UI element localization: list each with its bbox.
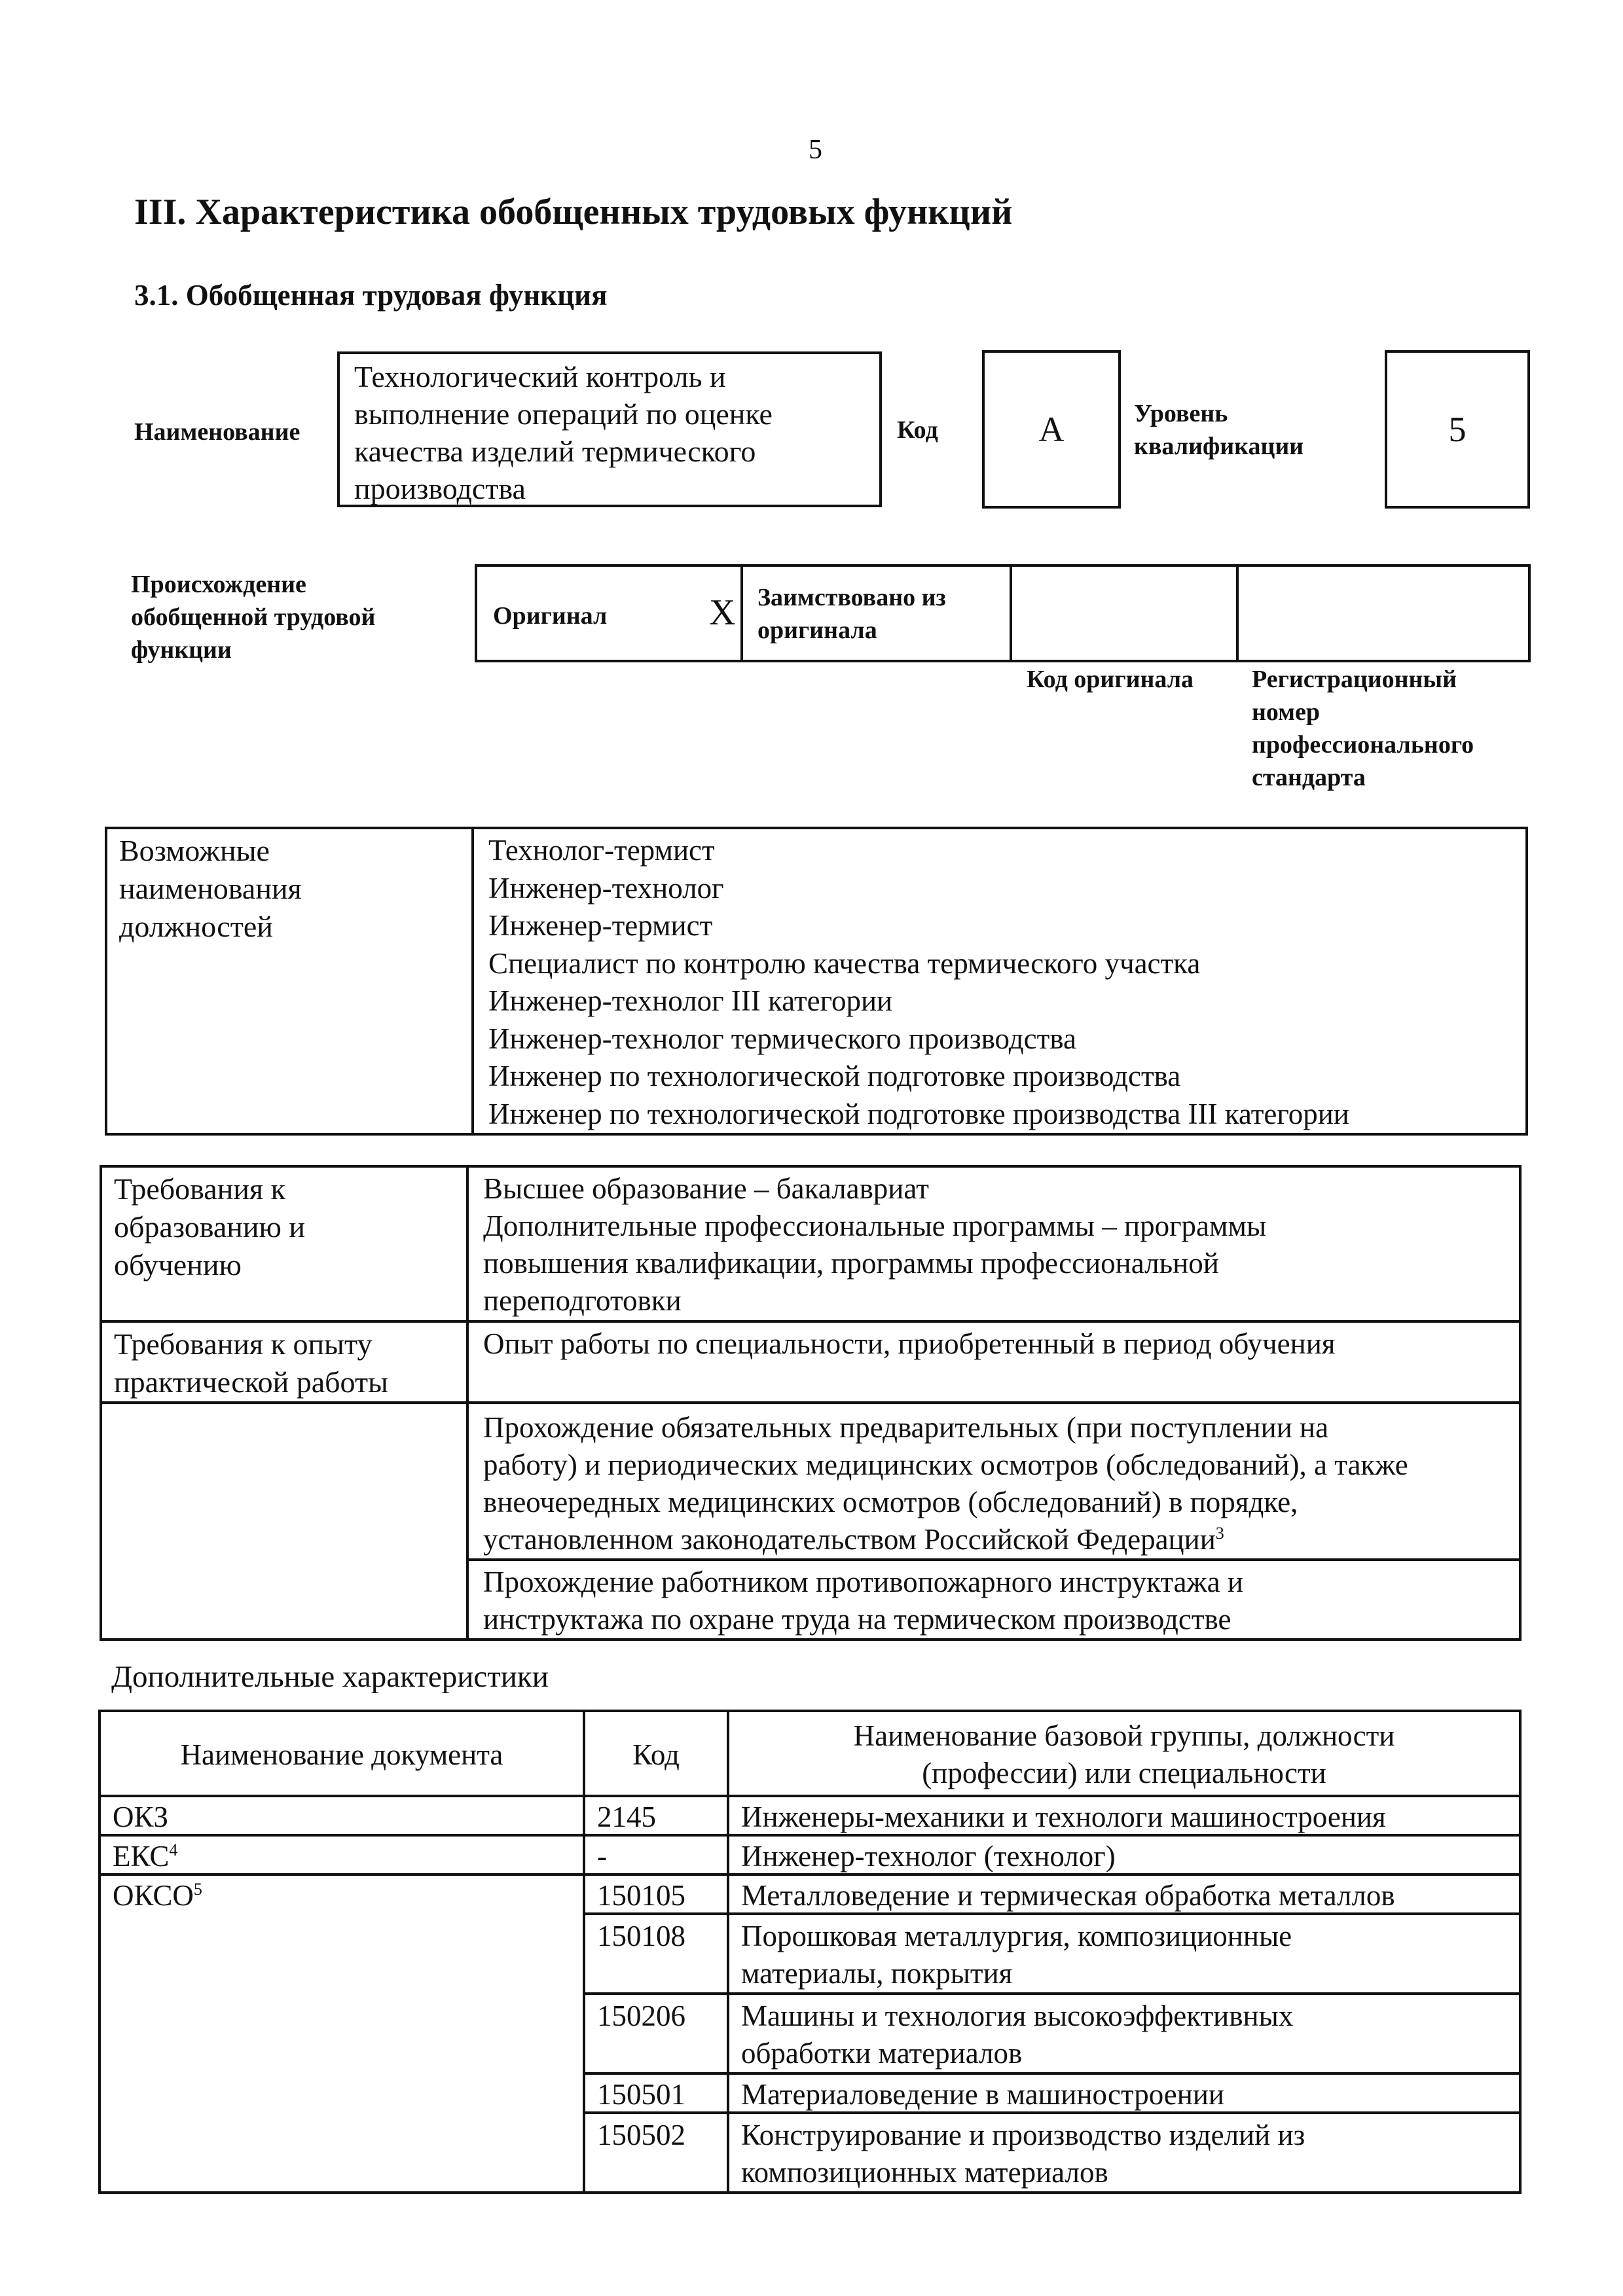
positions-label-cell: Возможные наименования должностей (106, 828, 473, 1134)
list-item: Инженер-технолог термического производства (488, 1022, 1076, 1055)
code-label: Код (897, 416, 938, 444)
origin-original-cell (475, 564, 743, 662)
name-line: качества изделий термического (354, 435, 756, 468)
code-cell: - (584, 1835, 728, 1874)
code-cell: 2145 (584, 1796, 728, 1835)
code-value-box (982, 350, 1121, 509)
doc-cell: ОКСО$^5$ (100, 1874, 584, 2193)
name-cell: Машины и технология высокоэффективных обработки материалов (728, 1994, 1520, 2073)
code-cell: 150108 (584, 1914, 728, 1994)
code-cell: 150501 (584, 2073, 728, 2113)
table-row (100, 1835, 1520, 1874)
education-value-cell: Высшее образование – бакалавриат Дополнительные профессиональные программы – программы повышения квалификации, программы профессиональной переподготовки (467, 1166, 1520, 1321)
doc-cell: ЕКС$^4$ (100, 1835, 584, 1874)
name-cell: Металловедение и термическая обработка металлов (728, 1874, 1520, 1914)
origin-label: Происхождение обобщенной трудовой функции (131, 571, 376, 664)
table-header-row (100, 1711, 1520, 1796)
level-label: Уровень квалификации (1134, 400, 1304, 460)
col-code-header: Код (584, 1711, 728, 1796)
page-number: 5 (809, 135, 822, 165)
table-row (101, 1403, 1520, 1560)
special-value-cell-1: Прохождение обязательных предварительных (при поступлении на работу) и периодических медицинских осмотров (обследований), а также внеочередных медицинских осмотров (обследований) в порядке, установленном законодательством Российской Федерации$^3$ (467, 1403, 1520, 1560)
level-value: 5 (1448, 410, 1467, 449)
list-item: Инженер-термист (488, 909, 713, 942)
footnote-ref: 4 (169, 1840, 178, 1859)
origin-code-cell (1010, 564, 1239, 662)
level-value-box (1385, 350, 1530, 509)
code-value: A (1038, 410, 1065, 449)
table-row (100, 1874, 1520, 1914)
col-name-header: Наименование базовой группы, должности (профессии) или специальности (728, 1711, 1520, 1796)
original-label: Оригинал (493, 602, 608, 630)
special-label-cell (101, 1403, 467, 1640)
additional-title: Дополнительные характеристики (111, 1660, 549, 1694)
experience-value-cell: Опыт работы по специальности, приобретенный в период обучения (467, 1321, 1520, 1403)
name-cell: Материаловедение в машиностроении (728, 2073, 1520, 2113)
origin-borrowed-cell: Заимствовано из оригинала (740, 564, 1012, 662)
name-value-box (337, 351, 882, 507)
name-line: производства (354, 472, 526, 505)
name-label: Наименование (134, 418, 301, 446)
name-cell: Инженер-технолог (технолог) (728, 1835, 1520, 1874)
requirements-table (100, 1165, 1522, 1641)
list-item: Инженер по технологической подготовке производства III категории (488, 1097, 1349, 1130)
reg-number-label: Регистрационный номер профессионального стандарта (1252, 666, 1474, 791)
table-row (106, 828, 1527, 1134)
name-cell: Инженеры-механики и технологи машиностроения (728, 1796, 1520, 1835)
original-mark: X (709, 592, 736, 633)
positions-table (105, 827, 1528, 1136)
code-cell: 150502 (584, 2113, 728, 2193)
code-original-label: Код оригинала (1027, 666, 1194, 693)
section-title: III. Характеристика обобщенных трудовых функций (134, 192, 1013, 232)
subsection-title: 3.1. Обобщенная трудовая функция (134, 279, 608, 312)
list-item: Инженер по технологической подготовке производства (488, 1060, 1181, 1092)
code-cell: 150105 (584, 1874, 728, 1914)
name-line: Технологический контроль и (354, 360, 726, 393)
table-row (101, 1166, 1520, 1321)
list-item: Специалист по контролю качества термического участка (488, 946, 1201, 980)
col-doc-header: Наименование документа (100, 1711, 584, 1796)
positions-list-cell (473, 828, 1527, 1134)
code-cell: 150206 (584, 1994, 728, 2073)
list-item: Инженер-технолог (488, 871, 724, 905)
table-row (101, 1321, 1520, 1403)
education-label-cell: Требования к образованию и обучению (101, 1166, 467, 1321)
doc-cell: ОКЗ (100, 1796, 584, 1835)
table-row (100, 1796, 1520, 1835)
name-cell: Порошковая металлургия, композиционные материалы, покрытия (728, 1914, 1520, 1994)
list-item: Инженер-технолог III категории (488, 984, 893, 1017)
footnote-ref: 3 (1215, 1524, 1224, 1543)
footnote-ref: 5 (193, 1880, 202, 1899)
additional-table (98, 1710, 1522, 2194)
origin-reg-cell (1236, 564, 1531, 662)
name-cell: Конструирование и производство изделий из композиционных материалов (728, 2113, 1520, 2193)
special-value-cell-2: Прохождение работником противопожарного инструктажа и инструктажа по охране труда на термическом производстве (467, 1560, 1520, 1640)
name-line: выполнение операций по оценке (354, 397, 773, 431)
list-item: Технолог-термист (488, 834, 715, 867)
experience-label-cell: Требования к опыту практической работы (101, 1321, 467, 1403)
